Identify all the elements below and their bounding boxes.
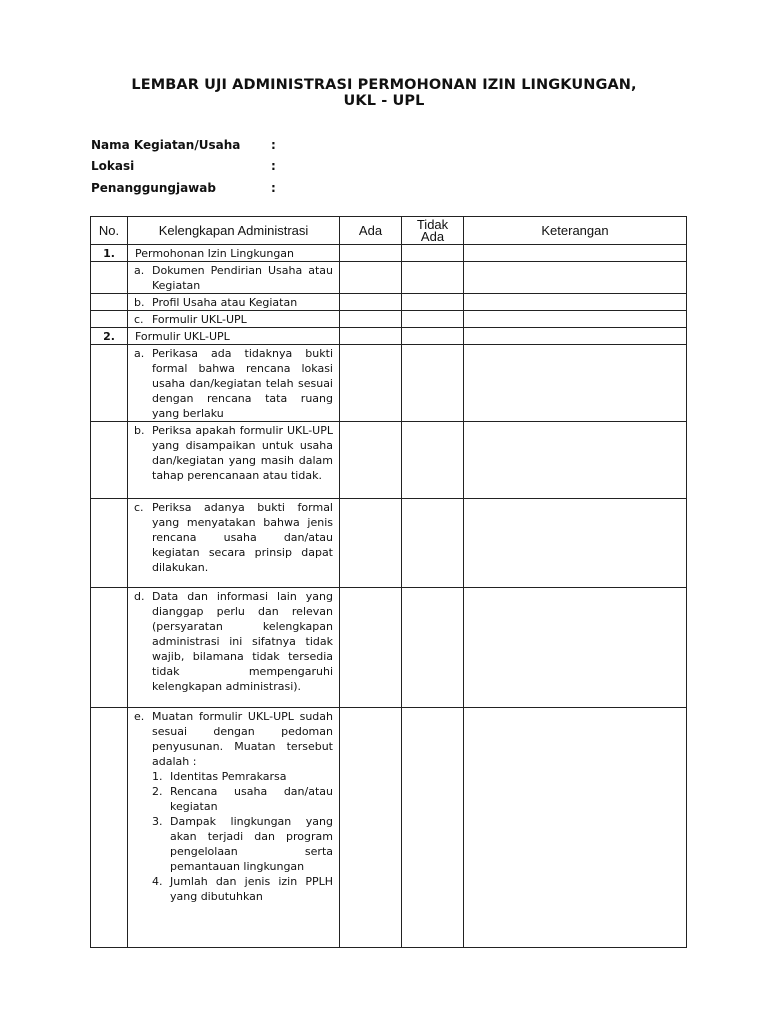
item-label: c. — [134, 501, 144, 514]
header-tidak-ada: Tidak Ada — [402, 217, 464, 245]
header-ada: Ada — [340, 217, 402, 245]
field-penanggungjawab — [91, 181, 276, 195]
tidak-ada-cell[interactable] — [402, 294, 464, 311]
sub-item-text: Dampak lingkungan yang akan terjadi dan program pengelolaan serta pemantauan lingkungan — [170, 815, 333, 873]
row-text: Data dan informasi lain yang dianggap perlu dan relevan (persyaratan kelengkapan administrasi ini sifatnya tidak wajib, bilamana tidak tersedia tidak mempengaruhi kelengkapan administrasi). — [152, 590, 333, 693]
ada-cell[interactable] — [340, 422, 402, 499]
tidak-ada-cell[interactable] — [402, 588, 464, 708]
keterangan-cell[interactable] — [464, 708, 687, 948]
ada-cell[interactable] — [340, 588, 402, 708]
row-text: Formulir UKL-UPL — [135, 330, 230, 343]
keterangan-cell[interactable] — [464, 328, 687, 345]
sub-item-label: 1. — [152, 770, 163, 783]
ada-cell[interactable] — [340, 245, 402, 262]
item-label: b. — [134, 424, 145, 437]
table-row — [91, 294, 687, 311]
table-row — [91, 588, 687, 708]
tidak-ada-cell[interactable] — [402, 422, 464, 499]
ada-cell[interactable] — [340, 294, 402, 311]
sub-item-text: Identitas Pemrakarsa — [170, 770, 287, 783]
table-row — [91, 328, 687, 345]
row-text: Periksa apakah formulir UKL-UPL yang disampaikan untuk usaha dan/kegiatan yang masih dalam tahap perencanaan atau tidak. — [152, 424, 333, 482]
sub-item-label: 2. — [152, 785, 163, 798]
keterangan-cell[interactable] — [464, 262, 687, 294]
row-text: Periksa adanya bukti formal yang menyatakan bahwa jenis rencana usaha dan/atau kegiatan secara prinsip dapat dilakukan. — [152, 501, 333, 574]
row-text: Muatan formulir UKL-UPL sudah sesuai dengan pedoman penyusunan. Muatan tersebut adalah : — [152, 710, 333, 768]
field-colon: : — [271, 181, 276, 195]
sub-item — [152, 874, 333, 904]
item-label: c. — [134, 313, 144, 326]
tidak-ada-cell[interactable] — [402, 262, 464, 294]
item-label: a. — [134, 264, 145, 277]
keterangan-cell[interactable] — [464, 245, 687, 262]
row-text: Perikasa ada tidaknya bukti formal bahwa rencana lokasi usaha dan/kegiatan telah sesuai dengan rencana tata ruang yang berlaku — [152, 347, 333, 420]
row-text: Profil Usaha atau Kegiatan — [152, 296, 298, 309]
field-lokasi — [91, 159, 276, 173]
ada-cell[interactable] — [340, 345, 402, 422]
item-label: a. — [134, 347, 145, 360]
ada-cell[interactable] — [340, 328, 402, 345]
header-keterangan: Keterangan — [464, 217, 687, 245]
ada-cell[interactable] — [340, 708, 402, 948]
header-no: No. — [91, 217, 128, 245]
tidak-ada-cell[interactable] — [402, 708, 464, 948]
sub-item — [152, 784, 333, 814]
header-kelengkapan: Kelengkapan Administrasi — [128, 217, 340, 245]
sub-item-text: Rencana usaha dan/atau kegiatan — [170, 785, 333, 813]
item-label: e. — [134, 710, 145, 723]
item-label: d. — [134, 590, 145, 603]
sub-item-text: Jumlah dan jenis izin PPLH yang dibutuhkan — [170, 875, 333, 903]
administration-checklist-table — [90, 216, 687, 948]
table-row — [91, 311, 687, 328]
sub-item — [152, 769, 333, 784]
sub-item-label: 4. — [152, 875, 163, 888]
keterangan-cell[interactable] — [464, 422, 687, 499]
tidak-ada-cell[interactable] — [402, 328, 464, 345]
field-label: Lokasi — [91, 159, 135, 173]
field-colon: : — [271, 138, 276, 152]
keterangan-cell[interactable] — [464, 311, 687, 328]
ada-cell[interactable] — [340, 311, 402, 328]
row-text: Permohonan Izin Lingkungan — [135, 247, 295, 260]
table-row — [91, 499, 687, 588]
field-colon: : — [271, 159, 276, 173]
field-label: Nama Kegiatan/Usaha — [91, 138, 241, 152]
keterangan-cell[interactable] — [464, 294, 687, 311]
table-header-row — [91, 217, 687, 245]
keterangan-cell[interactable] — [464, 499, 687, 588]
tidak-ada-cell[interactable] — [402, 245, 464, 262]
row-text: Formulir UKL-UPL — [152, 313, 247, 326]
ada-cell[interactable] — [340, 262, 402, 294]
table-row — [91, 422, 687, 499]
keterangan-cell[interactable] — [464, 588, 687, 708]
sub-item — [152, 814, 333, 874]
table-row — [91, 245, 687, 262]
keterangan-cell[interactable] — [464, 345, 687, 422]
tidak-ada-cell[interactable] — [402, 311, 464, 328]
document-title-line-1: LEMBAR UJI ADMINISTRASI PERMOHONAN IZIN LINGKUNGAN, — [131, 77, 637, 93]
sub-item-label: 3. — [152, 815, 163, 828]
field-nama-kegiatan — [91, 138, 276, 152]
table-row — [91, 708, 687, 948]
document-title-line-2: UKL - UPL — [343, 93, 425, 109]
row-number: 1. — [91, 245, 128, 262]
tidak-ada-cell[interactable] — [402, 345, 464, 422]
table-row — [91, 345, 687, 422]
row-text: Dokumen Pendirian Usaha atau Kegiatan — [152, 264, 333, 292]
table-row — [91, 262, 687, 294]
field-label: Penanggungjawab — [91, 181, 216, 195]
ada-cell[interactable] — [340, 499, 402, 588]
tidak-ada-cell[interactable] — [402, 499, 464, 588]
row-number: 2. — [91, 328, 128, 345]
item-label: b. — [134, 296, 145, 309]
